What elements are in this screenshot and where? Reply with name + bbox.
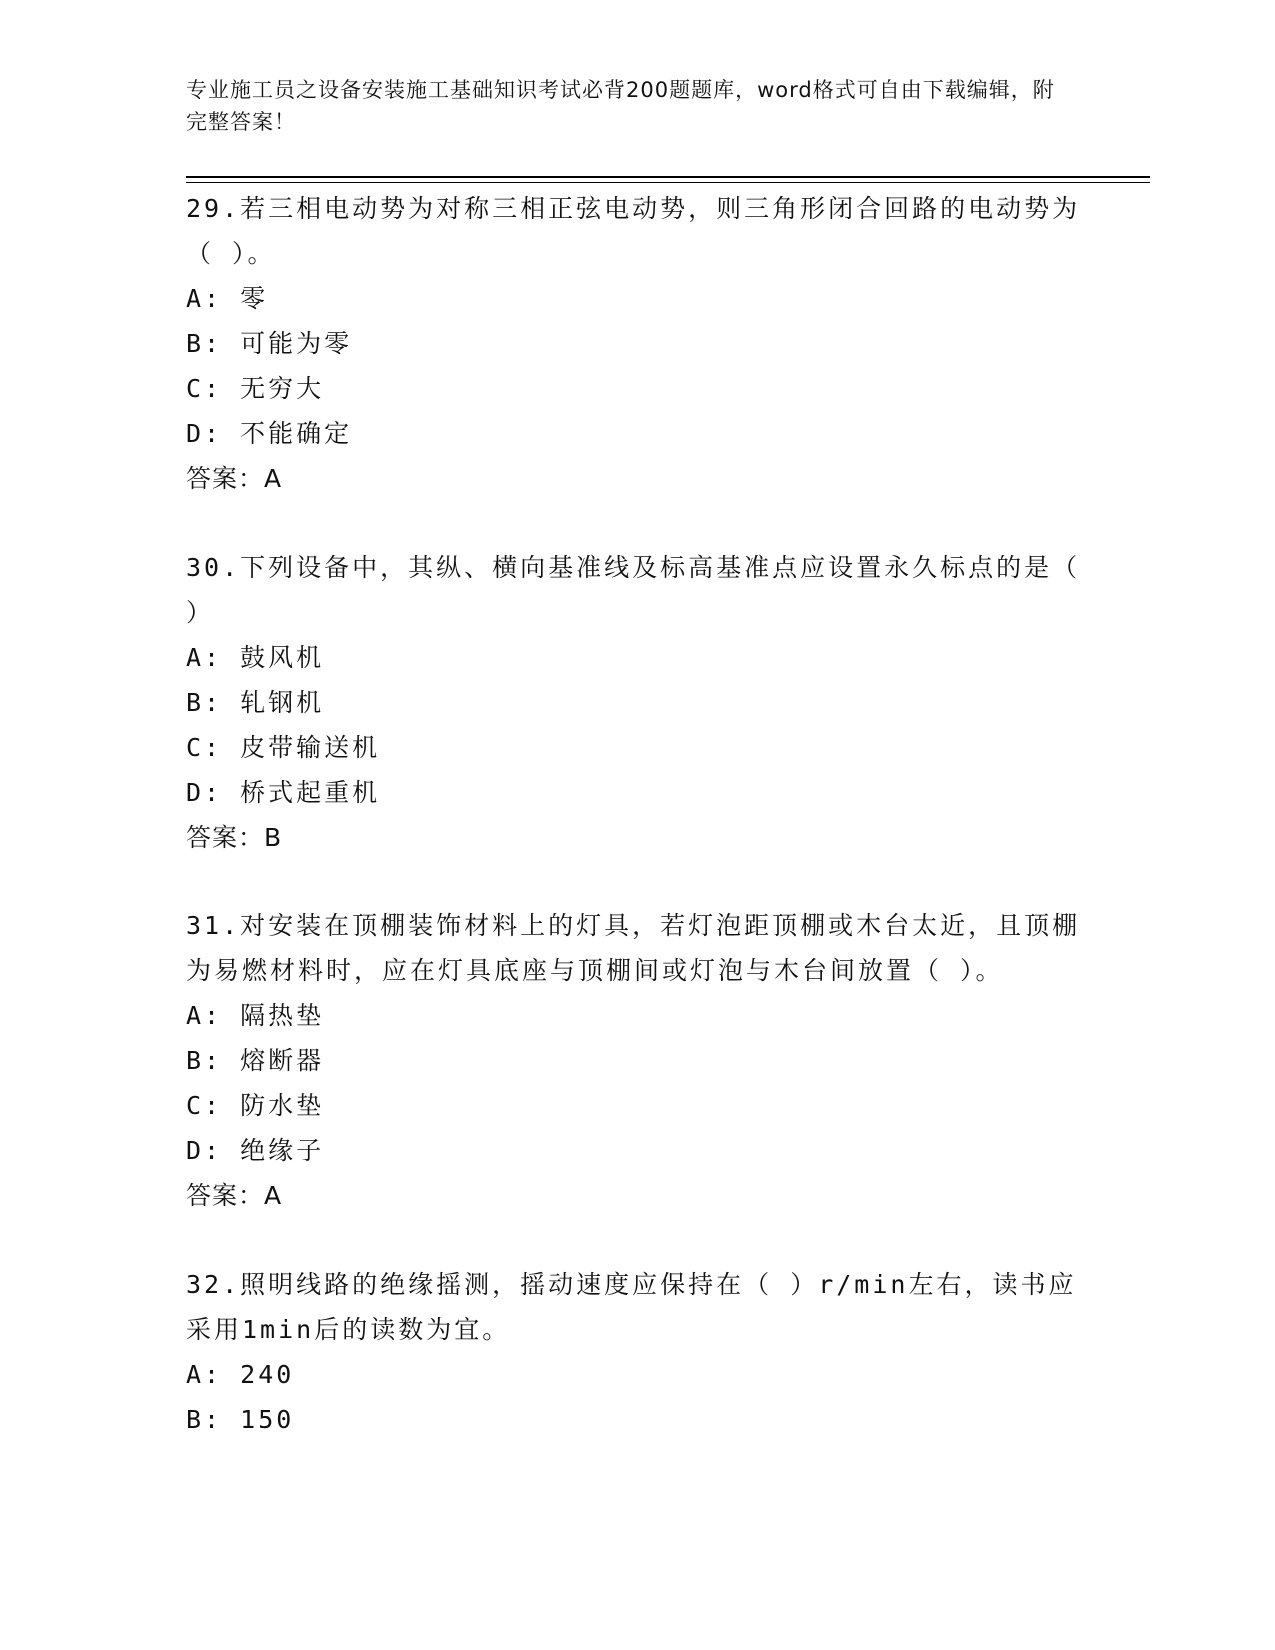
option-a: A: 零 <box>186 284 269 313</box>
question-text: 32.照明线路的绝缘摇测，摇动速度应保持在（ ）r/min左右，读书应采用1min后的读数为宜。 <box>186 1270 1077 1344</box>
option-a: A: 鼓风机 <box>186 643 325 672</box>
option-b: B: 熔断器 <box>186 1046 325 1075</box>
answer-label: 答案：A <box>186 464 283 493</box>
option-a: A: 240 <box>186 1360 295 1389</box>
option-d: D: 不能确定 <box>186 419 353 448</box>
option-b: B: 轧钢机 <box>186 688 325 717</box>
option-b: B: 可能为零 <box>186 329 353 358</box>
question-31 <box>186 903 1086 1218</box>
question-text: 31.对安装在顶棚装饰材料上的灯具，若灯泡距顶棚或木台太近，且顶棚为易燃材料时，应在灯具底座与顶棚间或灯泡与木台间放置（ ）。 <box>186 911 1081 985</box>
question-29 <box>186 186 1086 501</box>
option-c: C: 防水垫 <box>186 1091 325 1120</box>
question-text: 30.下列设备中，其纵、横向基准线及标高基准点应设置永久标点的是（ ） <box>186 553 1081 627</box>
document-header: 专业施工员之设备安装施工基础知识考试必背200题题库，word格式可自由下载编辑，附完整答案！ <box>186 78 1055 134</box>
question-32 <box>186 1262 1086 1442</box>
answer-label: 答案：B <box>186 823 283 852</box>
option-b: B: 150 <box>186 1405 295 1434</box>
option-d: D: 桥式起重机 <box>186 778 381 807</box>
answer-label: 答案：A <box>186 1181 283 1210</box>
option-d: D: 绝缘子 <box>186 1136 325 1165</box>
header-divider-thick <box>186 176 1150 178</box>
option-a: A: 隔热垫 <box>186 1001 325 1030</box>
option-c: C: 皮带输送机 <box>186 733 381 762</box>
question-30 <box>186 545 1086 860</box>
option-c: C: 无穷大 <box>186 374 325 403</box>
question-text: 29.若三相电动势为对称三相正弦电动势，则三角形闭合回路的电动势为（ ）。 <box>186 194 1081 268</box>
header-divider-thin <box>186 182 1150 183</box>
